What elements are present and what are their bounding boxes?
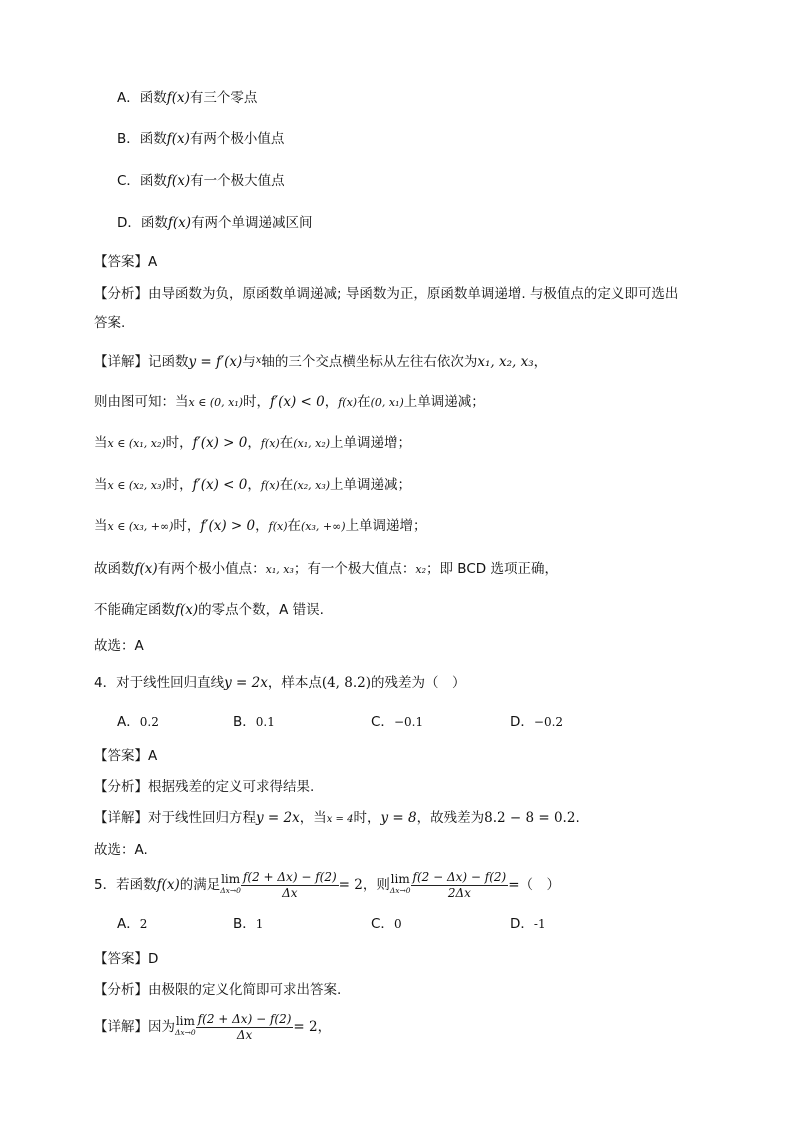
q4-answer [94, 746, 157, 766]
q3-choose [94, 636, 144, 656]
text: 故函数 [94, 561, 135, 577]
text: 上单调递减； [403, 394, 485, 410]
math: x ∈ (x₃, +∞) [107, 520, 174, 533]
text: 4．对于线性回归直线 [94, 675, 225, 691]
math: x ∈ (x₂, x₃) [107, 479, 166, 492]
text: ，样本点 [267, 675, 322, 691]
math: f(x) [338, 396, 358, 409]
analysis-text: 由极限的定义化简即可求出答案. [148, 982, 342, 998]
text: 上单调递减； [330, 477, 412, 493]
text: 的残差为（ ） [371, 675, 466, 691]
math: x ∈ (x₁, x₂) [107, 437, 166, 450]
text: . [575, 810, 580, 826]
math: y = 8 [380, 810, 417, 826]
q5-option-a [117, 914, 147, 934]
text: ， [317, 1019, 332, 1035]
limit-symbol: lim Δx→0 [389, 872, 411, 895]
q4-option-c [371, 712, 423, 732]
choose-text: 故选：A. [94, 842, 148, 858]
math: x₁, x₂, x₃ [477, 354, 534, 370]
q3-analysis-cont [94, 313, 125, 333]
text: 时， [173, 518, 201, 534]
text: ，则 [362, 877, 390, 893]
analysis-tag: 【分析】 [94, 286, 148, 302]
text: ；即 BCD 选项正确， [426, 561, 558, 577]
text: ，当 [299, 810, 327, 826]
math: x [255, 355, 262, 366]
detail-line-3 [94, 433, 411, 454]
math-fx: f(x) [166, 90, 190, 106]
option-value: −0.1 [393, 715, 424, 729]
detail-line-7 [94, 600, 324, 620]
math: (x₂, x₃) [293, 479, 331, 492]
option-text: 有一个极大值点 [190, 173, 285, 189]
q5-option-b [233, 914, 263, 934]
answer-tag: 【答案】 [94, 951, 148, 967]
text: 记函数 [148, 354, 189, 370]
math: (x₁, x₂) [293, 437, 331, 450]
option-value: -1 [533, 917, 546, 931]
option-label: D．函数 [117, 215, 168, 231]
option-letter: A． [117, 916, 140, 932]
text: 当 [94, 477, 108, 493]
text: 因为 [148, 1019, 175, 1035]
math: f(x) [156, 877, 180, 893]
text: 时， [165, 435, 193, 451]
option-letter: D． [510, 714, 534, 730]
answer-value: A [148, 748, 158, 764]
option-label: C．函数 [117, 173, 167, 189]
limit-symbol: lim Δx→0 [220, 872, 241, 895]
q3-analysis [94, 284, 678, 304]
text: ， [247, 477, 261, 493]
detail-line-6 [94, 559, 558, 580]
text: ， [247, 435, 261, 451]
choose-text: 故选：A [94, 638, 144, 654]
q5-answer [94, 949, 158, 969]
math: f′(x) > 0 [200, 518, 256, 534]
q4-analysis [94, 777, 314, 797]
option-value: 0.1 [255, 715, 275, 729]
text: 在 [357, 394, 371, 410]
math: f(x) [134, 561, 158, 577]
option-label: B．函数 [117, 131, 167, 147]
math: = 2 [293, 1019, 318, 1035]
text: 有两个极小值点： [157, 561, 266, 577]
option-value: 0 [393, 917, 402, 931]
option-text: 有两个单调递减区间 [191, 215, 313, 231]
math: (x₃, +∞) [300, 520, 346, 533]
math: (4, 8.2) [321, 675, 372, 691]
math: = 2 [338, 877, 363, 893]
text: 对于线性回归方程 [148, 810, 256, 826]
math: (0, x₁) [370, 396, 404, 409]
math: 8.2 − 8 = 0.2 [484, 810, 576, 826]
q4-choose [94, 840, 148, 860]
option-b [117, 129, 284, 149]
text: =（ ） [508, 877, 561, 893]
text: 时， [243, 394, 271, 410]
option-value: 2 [139, 917, 148, 931]
option-a [117, 88, 257, 108]
text: 与 [242, 354, 256, 370]
q5-detail [94, 1010, 331, 1044]
analysis-tag: 【分析】 [94, 779, 148, 795]
option-value: 1 [255, 917, 264, 931]
detail-tag: 【详解】 [94, 354, 148, 370]
text: 时， [165, 477, 193, 493]
option-letter: C． [371, 916, 394, 932]
option-text: 有两个极小值点 [189, 131, 285, 147]
fraction: $\frac{f(2 - \Delta x) - f(2)}{2\Delta x}$ [412, 869, 507, 900]
option-letter: B． [233, 714, 256, 730]
math: f(x) [260, 479, 280, 492]
option-value: −0.2 [533, 715, 564, 729]
option-c [117, 171, 285, 191]
q5-analysis [94, 980, 341, 1000]
answer-tag: 【答案】 [94, 748, 148, 764]
q5-option-c [371, 914, 402, 934]
text: 时， [353, 810, 381, 826]
text: ，故残差为 [416, 810, 485, 826]
limit-symbol: lim Δx→0 [175, 1014, 196, 1037]
text: 上单调递增； [345, 518, 427, 534]
option-value: 0.2 [139, 715, 159, 729]
math-fx: f(x) [167, 215, 192, 231]
text: 则由图可知：当 [94, 394, 189, 410]
q5-stem [94, 868, 560, 902]
detail-line-2 [94, 392, 485, 413]
detail-line-4 [94, 475, 411, 496]
option-label: A．函数 [117, 90, 167, 106]
q5-option-d [510, 914, 546, 934]
math: f′(x) < 0 [270, 394, 325, 410]
q4-stem [94, 673, 466, 693]
detail-line-5 [94, 516, 427, 537]
detail-line-1: 【详解】记函数y = f′(x)与$^x$轴的三个交点横坐标从左往右依次为x₁, x₂, x₃， [94, 354, 548, 370]
q4-option-a [117, 712, 159, 732]
text: ， [255, 518, 269, 534]
math: y = 2x [256, 810, 300, 826]
option-letter: B． [233, 916, 256, 932]
text: 在 [279, 435, 294, 451]
q4-option-b [233, 712, 275, 732]
math-fx: f(x) [166, 173, 191, 189]
math: x₁, x₃ [265, 563, 294, 576]
text: 在 [287, 518, 301, 534]
text: 的满足 [179, 877, 221, 893]
q3-answer [94, 252, 157, 272]
math: y = f′(x) [188, 354, 243, 370]
q4-option-d [510, 712, 563, 732]
option-d [117, 213, 313, 233]
analysis-text: 根据残差的定义可求得结果. [148, 779, 315, 795]
math: f(x) [260, 437, 280, 450]
detail-tag: 【详解】 [94, 1019, 148, 1035]
math: f′(x) > 0 [192, 435, 248, 451]
option-text: 有三个零点 [189, 90, 258, 106]
answer-tag: 【答案】 [94, 254, 148, 270]
analysis-text: 由导函数为负，原函数单调递减; 导函数为正，原函数单调递增. 与极值点的定义即可选出 [148, 286, 679, 302]
option-letter: D． [510, 916, 534, 932]
text: 轴的三个交点横坐标从左往右依次为 [261, 354, 478, 370]
fraction: $\frac{f(2 + \Delta x) - f(2)}{\Delta x}$ [242, 869, 337, 900]
math: x = 4 [326, 814, 354, 825]
math: f′(x) < 0 [192, 477, 248, 493]
text: ；有一个极大值点： [293, 561, 416, 577]
text: 上单调递增； [330, 435, 412, 451]
analysis-text: 答案. [94, 315, 126, 331]
option-letter: A． [117, 714, 140, 730]
option-letter: C． [371, 714, 394, 730]
text: 的零点个数，A 错误. [198, 602, 324, 618]
text: 当 [94, 518, 108, 534]
text: 5．若函数 [94, 877, 157, 893]
math: x ∈ (0, x₁) [188, 396, 244, 409]
text: 在 [279, 477, 294, 493]
math: f(x) [175, 602, 199, 618]
math: y = 2x [224, 675, 268, 691]
text: 当 [94, 435, 108, 451]
answer-value: D [148, 951, 159, 967]
answer-value: A [148, 254, 158, 270]
math-fx: f(x) [166, 131, 190, 147]
math: x₂ [415, 563, 427, 576]
math: f(x) [268, 520, 288, 533]
analysis-tag: 【分析】 [94, 982, 148, 998]
text: 不能确定函数 [94, 602, 175, 618]
q4-detail [94, 808, 580, 830]
detail-tag: 【详解】 [94, 810, 148, 826]
fraction: $\frac{f(2 + \Delta x) - f(2)}{\Delta x}$ [197, 1011, 292, 1042]
text: ， [324, 394, 339, 410]
